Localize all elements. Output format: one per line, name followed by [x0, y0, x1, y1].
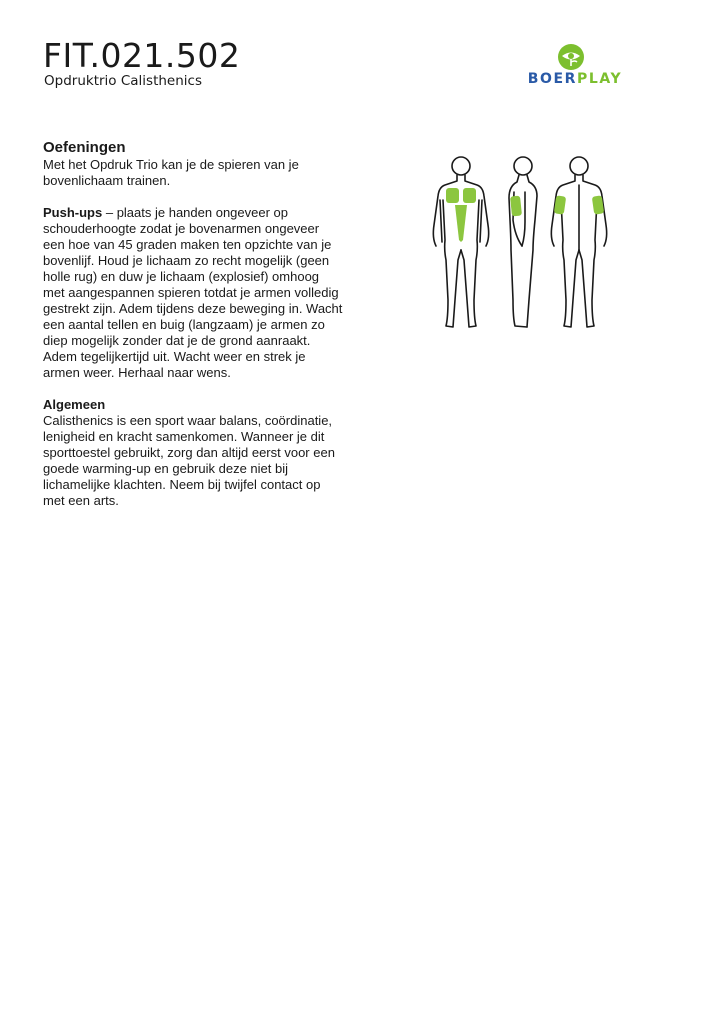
- general-heading: Algemeen: [43, 397, 106, 412]
- muscle-illustration: [415, 150, 615, 335]
- body-back-icon: [551, 157, 606, 327]
- general-text: Calisthenics is een sport waar balans, coördinatie, lenigheid en kracht samenkomen. Wanneer je dit sporttoestel gebruikt, zorg dan altijd eerst voor een goede warming-up en gebruik deze niet bij lichamelijke klachten. Neem bij twijfel contact op met een arts.: [43, 413, 335, 508]
- exercises-heading: Oefeningen: [43, 139, 126, 156]
- body-side-icon: [509, 157, 537, 327]
- pushups-paragraph: [43, 205, 343, 381]
- exercises-intro: Met het Opdruk Trio kan je de spieren van je bovenlichaam trainen.: [43, 157, 299, 188]
- pushups-label: Push-ups: [43, 205, 103, 220]
- logo-wordmark: BOERPLAY: [527, 71, 623, 87]
- boerplay-logo: [520, 40, 630, 90]
- eye-leaf-icon: [557, 43, 585, 71]
- pushups-text: – plaats je handen ongeveer op schouderhoogte zodat je bovenarmen ongeveer een hoe van 45 graden maken ten opzichte van je bovenlijf. Houd je lichaam zo recht mogelijk (geen holle rug) en duw je lichaam (explosief) omhoog met aangespannen spieren totdat je armen volledig gestrekt zijn. Adem tijdens deze beweging in. Wacht een aantal tellen en buig (langzaam) je armen zo diep mogelijk zonder dat je de grond aanraakt. Adem tegelijkertijd uit. Wacht weer en strek je armen weer. Herhaal naar wens.: [43, 205, 343, 380]
- main-text: [43, 139, 343, 525]
- product-subtitle: Opdruktrio Calisthenics: [44, 73, 202, 89]
- product-code: FIT.021.502: [43, 36, 241, 75]
- arm-muscle-highlight-side: [510, 196, 522, 217]
- chest-muscle-highlight: [446, 188, 476, 242]
